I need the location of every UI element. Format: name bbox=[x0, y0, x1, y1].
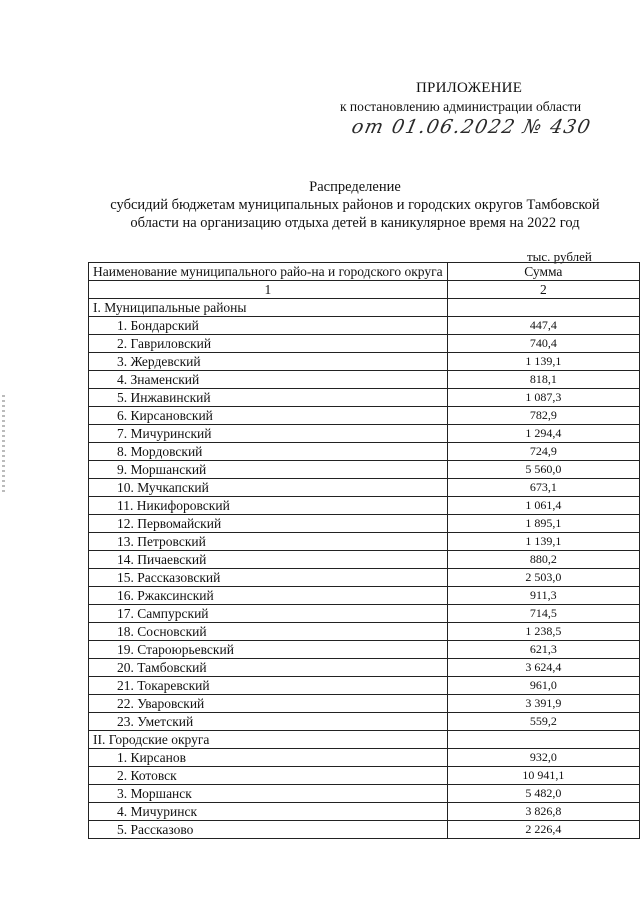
subsidy-amount: 880,2 bbox=[447, 551, 639, 569]
table-row bbox=[89, 335, 640, 353]
subsidy-table bbox=[88, 262, 640, 839]
table-row bbox=[89, 821, 640, 839]
subsidy-amount: 559,2 bbox=[447, 713, 639, 731]
municipality-name: 14. Пичаевский bbox=[89, 551, 448, 569]
subsidy-amount: 724,9 bbox=[447, 443, 639, 461]
table-row bbox=[89, 605, 640, 623]
document-title-line-2: субсидий бюджетам муниципальных районов и городских округов Тамбовской bbox=[110, 197, 600, 213]
table-row bbox=[89, 425, 640, 443]
document-title-line-1: Распределение bbox=[309, 179, 401, 195]
municipality-name: 3. Моршанск bbox=[89, 785, 448, 803]
municipality-name: 1. Бондарский bbox=[89, 317, 448, 335]
subsidy-amount: 5 560,0 bbox=[447, 461, 639, 479]
subsidy-amount: 673,1 bbox=[447, 479, 639, 497]
table-row bbox=[89, 389, 640, 407]
table-row bbox=[89, 587, 640, 605]
subsidy-amount: 5 482,0 bbox=[447, 785, 639, 803]
municipality-name: 5. Рассказово bbox=[89, 821, 448, 839]
section-row bbox=[89, 299, 640, 317]
municipality-name: 7. Мичуринский bbox=[89, 425, 448, 443]
municipality-name: 5. Инжавинский bbox=[89, 389, 448, 407]
table-row bbox=[89, 767, 640, 785]
municipality-name: 16. Ржаксинский bbox=[89, 587, 448, 605]
table-header-row bbox=[89, 263, 640, 281]
subsidy-amount: 3 826,8 bbox=[447, 803, 639, 821]
municipality-name: 2. Гавриловский bbox=[89, 335, 448, 353]
subsidy-amount: 961,0 bbox=[447, 677, 639, 695]
column-number-1: 1 bbox=[89, 281, 448, 299]
header-name-cell: Наименование муниципального райо-на и городского округа bbox=[89, 263, 448, 281]
subsidy-amount: 740,4 bbox=[447, 335, 639, 353]
subsidy-amount: 3 391,9 bbox=[447, 695, 639, 713]
subsidy-amount: 714,5 bbox=[447, 605, 639, 623]
appendix-subtitle: к постановлению администрации области bbox=[340, 99, 582, 114]
section-title: II. Городские округа bbox=[89, 731, 448, 749]
subsidy-amount: 818,1 bbox=[447, 371, 639, 389]
municipality-name: 17. Сампурский bbox=[89, 605, 448, 623]
municipality-name: 1. Кирсанов bbox=[89, 749, 448, 767]
subsidy-amount: 2 503,0 bbox=[447, 569, 639, 587]
subsidy-amount: 1 139,1 bbox=[447, 353, 639, 371]
municipality-name: 4. Мичуринск bbox=[89, 803, 448, 821]
margin-mark bbox=[2, 395, 5, 495]
subsidy-amount: 1 238,5 bbox=[447, 623, 639, 641]
subsidy-amount: 1 139,1 bbox=[447, 533, 639, 551]
table-row bbox=[89, 407, 640, 425]
subsidy-amount: 2 226,4 bbox=[447, 821, 639, 839]
table-row bbox=[89, 659, 640, 677]
municipality-name: 11. Никифоровский bbox=[89, 497, 448, 515]
section-row bbox=[89, 731, 640, 749]
subsidy-amount: 10 941,1 bbox=[447, 767, 639, 785]
table-row bbox=[89, 695, 640, 713]
table-row bbox=[89, 713, 640, 731]
table-row bbox=[89, 317, 640, 335]
table-row bbox=[89, 803, 640, 821]
section-empty-cell bbox=[447, 299, 639, 317]
handwritten-date-number: от 01.06.2022 № 430 bbox=[349, 116, 594, 138]
appendix-title: ПРИЛОЖЕНИЕ bbox=[416, 80, 523, 96]
table-row bbox=[89, 479, 640, 497]
municipality-name: 10. Мучкапский bbox=[89, 479, 448, 497]
table-row bbox=[89, 497, 640, 515]
municipality-name: 8. Мордовский bbox=[89, 443, 448, 461]
municipality-name: 3. Жердевский bbox=[89, 353, 448, 371]
table-row bbox=[89, 533, 640, 551]
municipality-name: 15. Рассказовский bbox=[89, 569, 448, 587]
column-number-row bbox=[89, 281, 640, 299]
municipality-name: 2. Котовск bbox=[89, 767, 448, 785]
subsidy-amount: 911,3 bbox=[447, 587, 639, 605]
subsidy-amount: 447,4 bbox=[447, 317, 639, 335]
table-row bbox=[89, 515, 640, 533]
table-row bbox=[89, 371, 640, 389]
municipality-name: 20. Тамбовский bbox=[89, 659, 448, 677]
header-sum-cell: Сумма bbox=[447, 263, 639, 281]
table-row bbox=[89, 461, 640, 479]
subsidy-amount: 1 087,3 bbox=[447, 389, 639, 407]
column-number-2: 2 bbox=[447, 281, 639, 299]
municipality-name: 13. Петровский bbox=[89, 533, 448, 551]
section-empty-cell bbox=[447, 731, 639, 749]
subsidy-amount: 3 624,4 bbox=[447, 659, 639, 677]
table-row bbox=[89, 569, 640, 587]
table-row bbox=[89, 785, 640, 803]
document-title bbox=[90, 178, 620, 232]
table-row bbox=[89, 623, 640, 641]
table-row bbox=[89, 353, 640, 371]
municipality-name: 9. Моршанский bbox=[89, 461, 448, 479]
table-row bbox=[89, 677, 640, 695]
municipality-name: 6. Кирсановский bbox=[89, 407, 448, 425]
table-row bbox=[89, 443, 640, 461]
municipality-name: 18. Сосновский bbox=[89, 623, 448, 641]
section-title: I. Муниципальные районы bbox=[89, 299, 448, 317]
municipality-name: 22. Уваровский bbox=[89, 695, 448, 713]
table-row bbox=[89, 551, 640, 569]
municipality-name: 12. Первомайский bbox=[89, 515, 448, 533]
municipality-name: 4. Знаменский bbox=[89, 371, 448, 389]
subsidy-amount: 1 061,4 bbox=[447, 497, 639, 515]
subsidy-amount: 1 294,4 bbox=[447, 425, 639, 443]
unit-label: тыс. рублей bbox=[527, 249, 592, 264]
subsidy-amount: 1 895,1 bbox=[447, 515, 639, 533]
document-title-line-3: области на организацию отдыха детей в каникулярное время на 2022 год bbox=[130, 215, 580, 231]
subsidy-amount: 782,9 bbox=[447, 407, 639, 425]
table-row bbox=[89, 749, 640, 767]
municipality-name: 21. Токаревский bbox=[89, 677, 448, 695]
table-row bbox=[89, 641, 640, 659]
subsidy-amount: 932,0 bbox=[447, 749, 639, 767]
municipality-name: 19. Староюрьевский bbox=[89, 641, 448, 659]
subsidy-amount: 621,3 bbox=[447, 641, 639, 659]
municipality-name: 23. Уметский bbox=[89, 713, 448, 731]
